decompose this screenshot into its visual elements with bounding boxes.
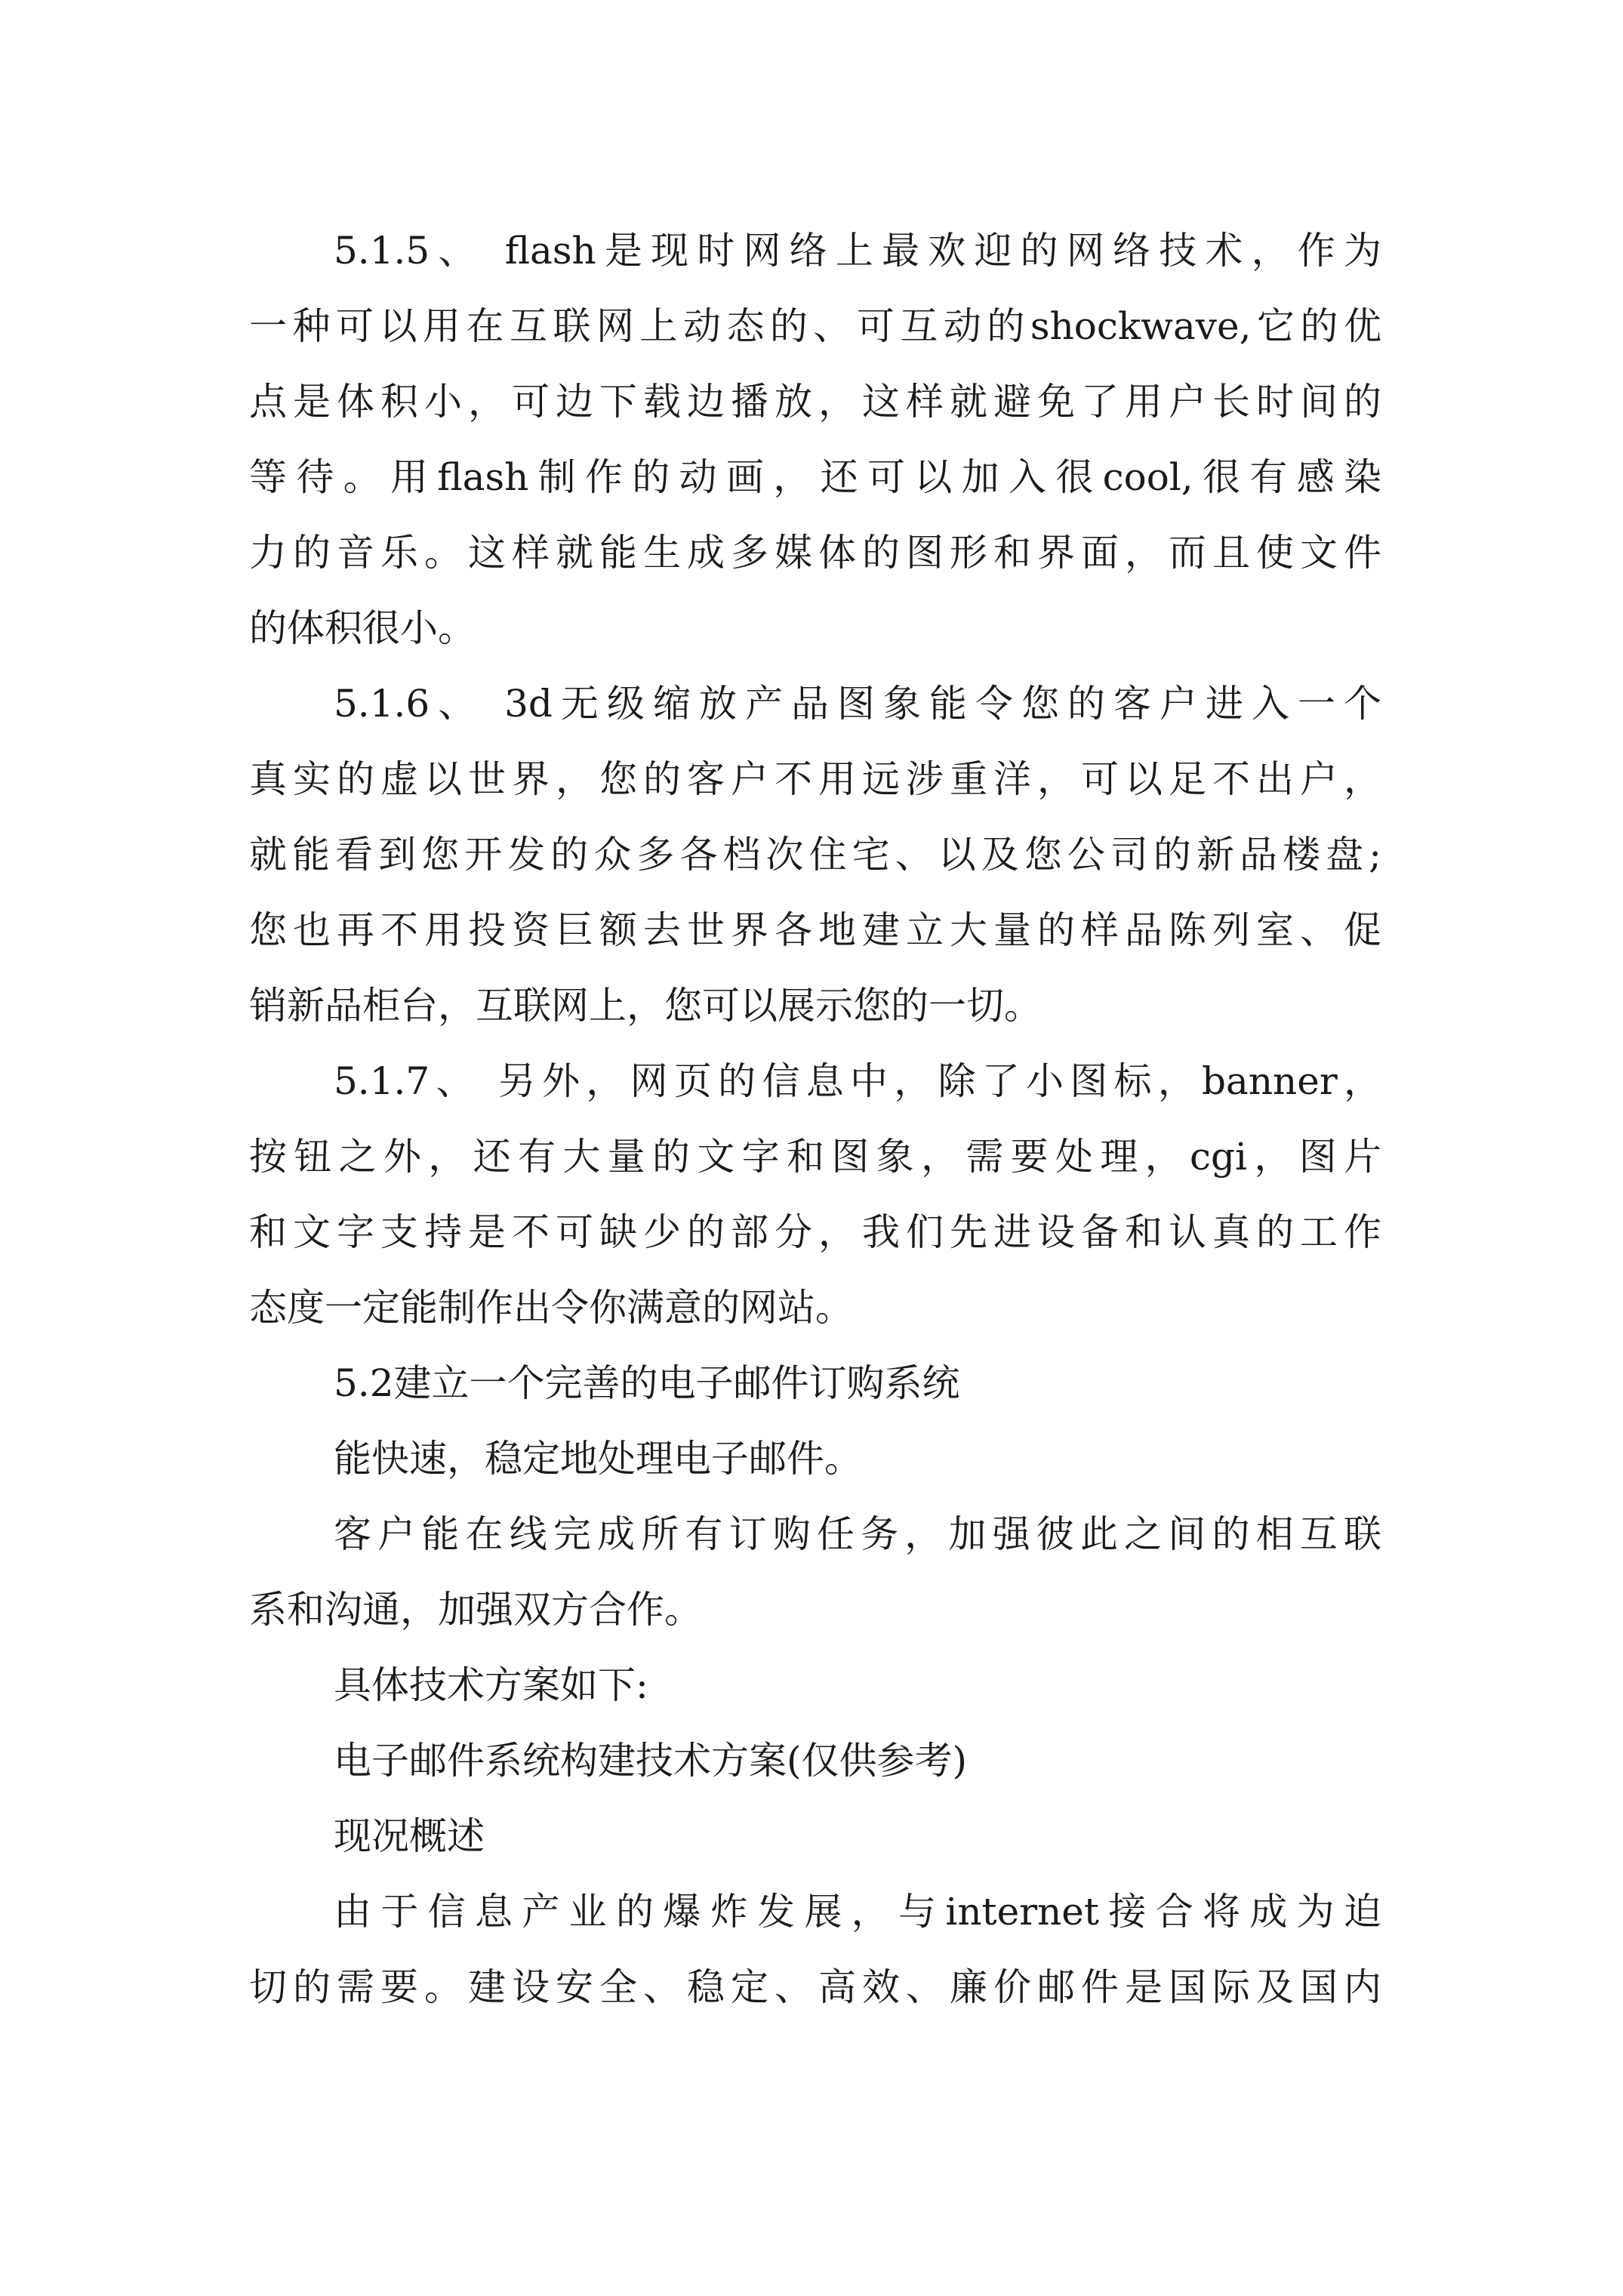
paragraph-line: 您也再不用投资巨额去世界各地建立大量的样品陈列室、促 <box>249 908 1381 952</box>
paragraph-line: 点是体积小，可边下载边播放，这样就避免了用户长时间的 <box>249 380 1381 424</box>
subsection-heading: 现况概述 <box>334 1814 485 1858</box>
paragraph-line: 5.1.5、 flash是现时网络上最欢迎的网络技术，作为 <box>334 229 1381 273</box>
paragraph-line: 一种可以用在互联网上动态的、可互动的shockwave,它的优 <box>249 304 1381 348</box>
paragraph-line: 的体积很小。 <box>249 606 476 650</box>
subsection-heading: 电子邮件系统构建技术方案(仅供参考) <box>334 1739 968 1783</box>
paragraph-line: 力的音乐。这样就能生成多媒体的图形和界面，而且使文件 <box>249 531 1381 575</box>
paragraph-line: 销新品柜台，互联网上，您可以展示您的一切。 <box>249 984 1042 1028</box>
paragraph-line: 按钮之外，还有大量的文字和图象，需要处理，cgi，图片 <box>249 1135 1381 1179</box>
paragraph-line: 等待。用flash制作的动画，还可以加入很cool,很有感染 <box>249 455 1381 499</box>
paragraph-line: 由于信息产业的爆炸发展，与internet接合将成为迫 <box>334 1890 1381 1934</box>
paragraph-line: 真实的虚以世界，您的客户不用远涉重洋，可以足不出户， <box>249 757 1381 801</box>
paragraph-line: 具体技术方案如下: <box>334 1663 648 1707</box>
paragraph-line: 切的需要。建设安全、稳定、高效、廉价邮件是国际及国内 <box>249 1965 1381 2009</box>
document-body <box>249 213 1381 2025</box>
section-heading: 5.2建立一个完善的电子邮件订购系统 <box>334 1361 960 1405</box>
paragraph-line: 5.1.6、 3d无级缩放产品图象能令您的客户进入一个 <box>334 682 1381 726</box>
paragraph-line: 5.1.7、 另外，网页的信息中，除了小图标，banner， <box>334 1059 1381 1103</box>
paragraph-line: 能快速，稳定地处理电子邮件。 <box>334 1437 862 1481</box>
paragraph-line: 态度一定能制作出令你满意的网站。 <box>249 1286 853 1330</box>
paragraph-line: 和文字支持是不可缺少的部分，我们先进设备和认真的工作 <box>249 1210 1381 1254</box>
paragraph-line: 就能看到您开发的众多各档次住宅、以及您公司的新品楼盘; <box>249 833 1381 877</box>
paragraph-line: 系和沟通，加强双方合作。 <box>249 1588 702 1632</box>
paragraph-line: 客户能在线完成所有订购任务，加强彼此之间的相互联 <box>334 1512 1381 1556</box>
